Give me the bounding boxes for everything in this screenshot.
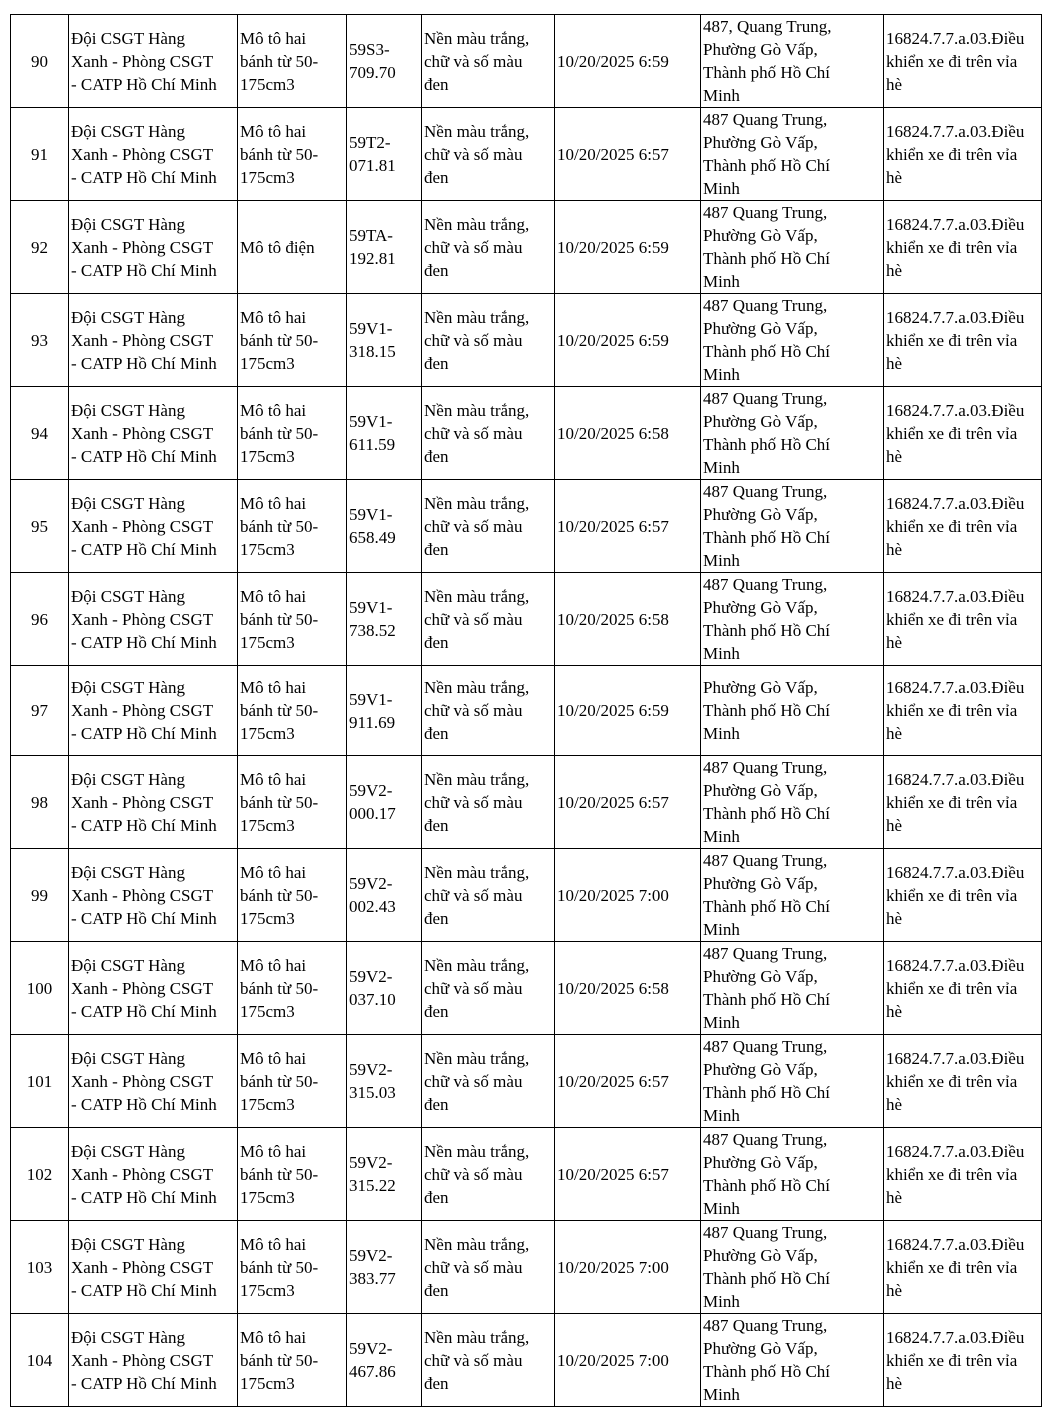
violation-time-cell: 10/20/2025 6:58 — [555, 573, 701, 666]
license-plate-cell: 59V2- 002.43 — [347, 849, 422, 942]
unit-cell: Đội CSGT Hàng Xanh - Phòng CSGT - CATP Hồ Chí Minh — [69, 1128, 238, 1221]
vehicle-type-cell: Mô tô hai bánh từ 50- 175cm3 — [238, 573, 347, 666]
violation-time-cell: 10/20/2025 7:00 — [555, 849, 701, 942]
table-row — [11, 201, 1042, 294]
vehicle-type-cell: Mô tô hai bánh từ 50- 175cm3 — [238, 1128, 347, 1221]
location-cell: 487 Quang Trung, Phường Gò Vấp, Thành phố Hồ Chí Minh — [701, 1221, 884, 1314]
table-row — [11, 1221, 1042, 1314]
violation-time-cell: 10/20/2025 6:57 — [555, 1035, 701, 1128]
location-cell: 487 Quang Trung, Phường Gò Vấp, Thành phố Hồ Chí Minh — [701, 756, 884, 849]
plate-color-cell: Nền màu trắng, chữ và số màu đen — [422, 294, 555, 387]
license-plate-cell: 59V1- 658.49 — [347, 480, 422, 573]
plate-color-cell: Nền màu trắng, chữ và số màu đen — [422, 666, 555, 756]
table-row — [11, 294, 1042, 387]
table-row — [11, 666, 1042, 756]
violation-time-cell: 10/20/2025 6:57 — [555, 1128, 701, 1221]
table-row — [11, 1314, 1042, 1407]
plate-color-cell: Nền màu trắng, chữ và số màu đen — [422, 480, 555, 573]
location-cell: 487 Quang Trung, Phường Gò Vấp, Thành phố Hồ Chí Minh — [701, 1035, 884, 1128]
row-number-cell: 90 — [11, 15, 69, 108]
table-row — [11, 849, 1042, 942]
row-number-cell: 99 — [11, 849, 69, 942]
table-row — [11, 387, 1042, 480]
license-plate-cell: 59S3- 709.70 — [347, 15, 422, 108]
row-number-cell: 94 — [11, 387, 69, 480]
unit-cell: Đội CSGT Hàng Xanh - Phòng CSGT - CATP Hồ Chí Minh — [69, 666, 238, 756]
vehicle-type-cell: Mô tô hai bánh từ 50- 175cm3 — [238, 942, 347, 1035]
unit-cell: Đội CSGT Hàng Xanh - Phòng CSGT - CATP Hồ Chí Minh — [69, 573, 238, 666]
violation-time-cell: 10/20/2025 6:59 — [555, 294, 701, 387]
violation-cell: 16824.7.7.a.03.Điều khiển xe đi trên vỉa hè — [884, 1314, 1042, 1407]
location-cell: 487 Quang Trung, Phường Gò Vấp, Thành phố Hồ Chí Minh — [701, 480, 884, 573]
vehicle-type-cell: Mô tô hai bánh từ 50- 175cm3 — [238, 387, 347, 480]
row-number-cell: 91 — [11, 108, 69, 201]
unit-cell: Đội CSGT Hàng Xanh - Phòng CSGT - CATP Hồ Chí Minh — [69, 1035, 238, 1128]
plate-color-cell: Nền màu trắng, chữ và số màu đen — [422, 942, 555, 1035]
table-row — [11, 15, 1042, 108]
table-body — [11, 15, 1042, 1407]
violation-cell: 16824.7.7.a.03.Điều khiển xe đi trên vỉa hè — [884, 387, 1042, 480]
license-plate-cell: 59V2- 037.10 — [347, 942, 422, 1035]
row-number-cell: 92 — [11, 201, 69, 294]
license-plate-cell: 59V2- 383.77 — [347, 1221, 422, 1314]
row-number-cell: 103 — [11, 1221, 69, 1314]
license-plate-cell: 59TA- 192.81 — [347, 201, 422, 294]
table-row — [11, 573, 1042, 666]
unit-cell: Đội CSGT Hàng Xanh - Phòng CSGT - CATP Hồ Chí Minh — [69, 942, 238, 1035]
vehicle-type-cell: Mô tô hai bánh từ 50- 175cm3 — [238, 108, 347, 201]
license-plate-cell: 59T2- 071.81 — [347, 108, 422, 201]
license-plate-cell: 59V1- 318.15 — [347, 294, 422, 387]
plate-color-cell: Nền màu trắng, chữ và số màu đen — [422, 1221, 555, 1314]
vehicle-type-cell: Mô tô hai bánh từ 50- 175cm3 — [238, 480, 347, 573]
violation-cell: 16824.7.7.a.03.Điều khiển xe đi trên vỉa hè — [884, 108, 1042, 201]
violation-time-cell: 10/20/2025 6:57 — [555, 480, 701, 573]
unit-cell: Đội CSGT Hàng Xanh - Phòng CSGT - CATP Hồ Chí Minh — [69, 294, 238, 387]
row-number-cell: 98 — [11, 756, 69, 849]
license-plate-cell: 59V2- 315.03 — [347, 1035, 422, 1128]
location-cell: 487, Quang Trung, Phường Gò Vấp, Thành phố Hồ Chí Minh — [701, 15, 884, 108]
violation-time-cell: 10/20/2025 6:58 — [555, 942, 701, 1035]
unit-cell: Đội CSGT Hàng Xanh - Phòng CSGT - CATP Hồ Chí Minh — [69, 15, 238, 108]
plate-color-cell: Nền màu trắng, chữ và số màu đen — [422, 573, 555, 666]
license-plate-cell: 59V2- 315.22 — [347, 1128, 422, 1221]
vehicle-type-cell: Mô tô hai bánh từ 50- 175cm3 — [238, 15, 347, 108]
violation-cell: 16824.7.7.a.03.Điều khiển xe đi trên vỉa hè — [884, 1128, 1042, 1221]
row-number-cell: 96 — [11, 573, 69, 666]
violation-time-cell: 10/20/2025 6:57 — [555, 756, 701, 849]
plate-color-cell: Nền màu trắng, chữ và số màu đen — [422, 201, 555, 294]
vehicle-type-cell: Mô tô hai bánh từ 50- 175cm3 — [238, 294, 347, 387]
violation-time-cell: 10/20/2025 6:58 — [555, 387, 701, 480]
table-row — [11, 942, 1042, 1035]
violation-cell: 16824.7.7.a.03.Điều khiển xe đi trên vỉa hè — [884, 756, 1042, 849]
license-plate-cell: 59V1- 611.59 — [347, 387, 422, 480]
plate-color-cell: Nền màu trắng, chữ và số màu đen — [422, 1128, 555, 1221]
unit-cell: Đội CSGT Hàng Xanh - Phòng CSGT - CATP Hồ Chí Minh — [69, 480, 238, 573]
table-row — [11, 108, 1042, 201]
violation-time-cell: 10/20/2025 6:59 — [555, 15, 701, 108]
unit-cell: Đội CSGT Hàng Xanh - Phòng CSGT - CATP Hồ Chí Minh — [69, 1314, 238, 1407]
violation-cell: 16824.7.7.a.03.Điều khiển xe đi trên vỉa hè — [884, 666, 1042, 756]
violation-time-cell: 10/20/2025 6:59 — [555, 666, 701, 756]
violation-cell: 16824.7.7.a.03.Điều khiển xe đi trên vỉa hè — [884, 942, 1042, 1035]
location-cell: 487 Quang Trung, Phường Gò Vấp, Thành phố Hồ Chí Minh — [701, 108, 884, 201]
violation-time-cell: 10/20/2025 6:57 — [555, 108, 701, 201]
plate-color-cell: Nền màu trắng, chữ và số màu đen — [422, 15, 555, 108]
location-cell: 487 Quang Trung, Phường Gò Vấp, Thành phố Hồ Chí Minh — [701, 849, 884, 942]
violation-cell: 16824.7.7.a.03.Điều khiển xe đi trên vỉa hè — [884, 1035, 1042, 1128]
license-plate-cell: 59V1- 738.52 — [347, 573, 422, 666]
location-cell: 487 Quang Trung, Phường Gò Vấp, Thành phố Hồ Chí Minh — [701, 1314, 884, 1407]
plate-color-cell: Nền màu trắng, chữ và số màu đen — [422, 756, 555, 849]
violation-cell: 16824.7.7.a.03.Điều khiển xe đi trên vỉa hè — [884, 201, 1042, 294]
table-row — [11, 480, 1042, 573]
violation-cell: 16824.7.7.a.03.Điều khiển xe đi trên vỉa hè — [884, 480, 1042, 573]
license-plate-cell: 59V1- 911.69 — [347, 666, 422, 756]
violation-cell: 16824.7.7.a.03.Điều khiển xe đi trên vỉa hè — [884, 573, 1042, 666]
row-number-cell: 93 — [11, 294, 69, 387]
violation-cell: 16824.7.7.a.03.Điều khiển xe đi trên vỉa hè — [884, 15, 1042, 108]
vehicle-type-cell: Mô tô hai bánh từ 50- 175cm3 — [238, 849, 347, 942]
location-cell: 487 Quang Trung, Phường Gò Vấp, Thành phố Hồ Chí Minh — [701, 942, 884, 1035]
row-number-cell: 104 — [11, 1314, 69, 1407]
row-number-cell: 95 — [11, 480, 69, 573]
location-cell: 487 Quang Trung, Phường Gò Vấp, Thành phố Hồ Chí Minh — [701, 573, 884, 666]
location-cell: 487 Quang Trung, Phường Gò Vấp, Thành phố Hồ Chí Minh — [701, 1128, 884, 1221]
vehicle-type-cell: Mô tô điện — [238, 201, 347, 294]
unit-cell: Đội CSGT Hàng Xanh - Phòng CSGT - CATP Hồ Chí Minh — [69, 108, 238, 201]
license-plate-cell: 59V2- 467.86 — [347, 1314, 422, 1407]
row-number-cell: 102 — [11, 1128, 69, 1221]
plate-color-cell: Nền màu trắng, chữ và số màu đen — [422, 387, 555, 480]
location-cell: 487 Quang Trung, Phường Gò Vấp, Thành phố Hồ Chí Minh — [701, 201, 884, 294]
violation-time-cell: 10/20/2025 6:59 — [555, 201, 701, 294]
vehicle-type-cell: Mô tô hai bánh từ 50- 175cm3 — [238, 1035, 347, 1128]
unit-cell: Đội CSGT Hàng Xanh - Phòng CSGT - CATP Hồ Chí Minh — [69, 1221, 238, 1314]
violation-time-cell: 10/20/2025 7:00 — [555, 1314, 701, 1407]
row-number-cell: 100 — [11, 942, 69, 1035]
vehicle-type-cell: Mô tô hai bánh từ 50- 175cm3 — [238, 1221, 347, 1314]
plate-color-cell: Nền màu trắng, chữ và số màu đen — [422, 108, 555, 201]
unit-cell: Đội CSGT Hàng Xanh - Phòng CSGT - CATP Hồ Chí Minh — [69, 756, 238, 849]
location-cell: 487 Quang Trung, Phường Gò Vấp, Thành phố Hồ Chí Minh — [701, 387, 884, 480]
unit-cell: Đội CSGT Hàng Xanh - Phòng CSGT - CATP Hồ Chí Minh — [69, 201, 238, 294]
violation-cell: 16824.7.7.a.03.Điều khiển xe đi trên vỉa hè — [884, 1221, 1042, 1314]
license-plate-cell: 59V2- 000.17 — [347, 756, 422, 849]
vehicle-type-cell: Mô tô hai bánh từ 50- 175cm3 — [238, 1314, 347, 1407]
table-row — [11, 756, 1042, 849]
violation-cell: 16824.7.7.a.03.Điều khiển xe đi trên vỉa hè — [884, 294, 1042, 387]
table-row — [11, 1128, 1042, 1221]
plate-color-cell: Nền màu trắng, chữ và số màu đen — [422, 849, 555, 942]
violation-time-cell: 10/20/2025 7:00 — [555, 1221, 701, 1314]
location-cell: Phường Gò Vấp, Thành phố Hồ Chí Minh — [701, 666, 884, 756]
table-row — [11, 1035, 1042, 1128]
unit-cell: Đội CSGT Hàng Xanh - Phòng CSGT - CATP Hồ Chí Minh — [69, 849, 238, 942]
plate-color-cell: Nền màu trắng, chữ và số màu đen — [422, 1314, 555, 1407]
unit-cell: Đội CSGT Hàng Xanh - Phòng CSGT - CATP Hồ Chí Minh — [69, 387, 238, 480]
location-cell: 487 Quang Trung, Phường Gò Vấp, Thành phố Hồ Chí Minh — [701, 294, 884, 387]
row-number-cell: 101 — [11, 1035, 69, 1128]
violation-cell: 16824.7.7.a.03.Điều khiển xe đi trên vỉa hè — [884, 849, 1042, 942]
row-number-cell: 97 — [11, 666, 69, 756]
plate-color-cell: Nền màu trắng, chữ và số màu đen — [422, 1035, 555, 1128]
vehicle-type-cell: Mô tô hai bánh từ 50- 175cm3 — [238, 666, 347, 756]
violations-table — [10, 14, 1042, 1407]
vehicle-type-cell: Mô tô hai bánh từ 50- 175cm3 — [238, 756, 347, 849]
